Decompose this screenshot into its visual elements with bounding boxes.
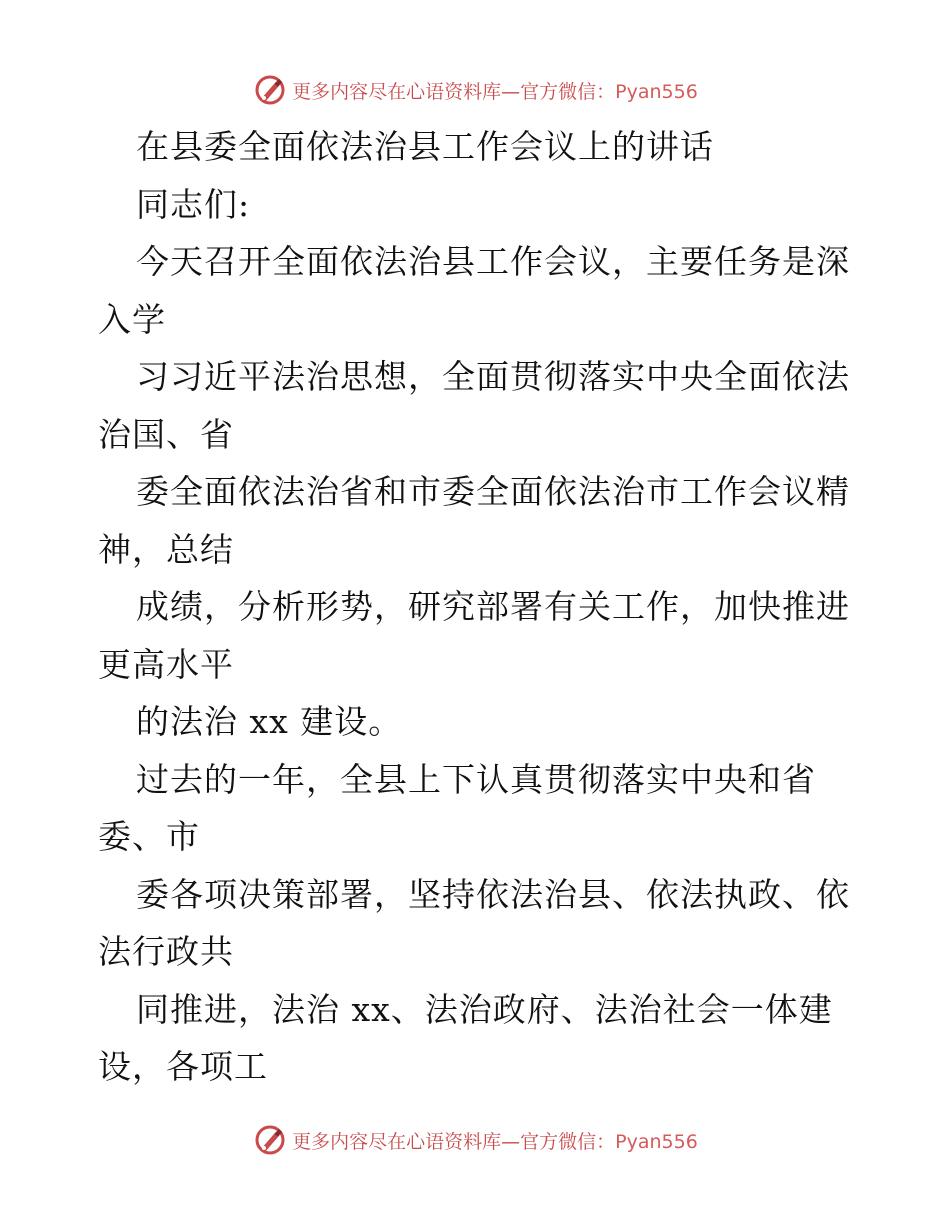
text-line: 的法治 xx 建设。 — [136, 702, 403, 741]
text-line: 委各项决策部署，坚持依法治县、依法执政、依 — [136, 874, 850, 914]
document-body — [98, 118, 858, 1096]
watermark-id: Pyan556 — [615, 80, 698, 103]
header-watermark — [0, 70, 950, 110]
watermark-label: 更多内容尽在心语资料库—官方微信： — [292, 1130, 616, 1153]
text-line: 法行政共 — [98, 932, 234, 971]
document-title: 在县委全面依法治县工作会议上的讲话 — [136, 127, 714, 166]
watermark-text — [292, 1127, 698, 1154]
text-line: 更高水平 — [98, 644, 234, 684]
watermark-label: 更多内容尽在心语资料库—官方微信： — [292, 80, 616, 103]
footer-watermark — [0, 1120, 950, 1160]
pen-logo-icon — [252, 72, 288, 108]
text-line: 委、市 — [98, 817, 200, 856]
text-line: 成绩，分析形势，研究部署有关工作，加快推进 — [136, 587, 850, 626]
text-line: 治国、省 — [98, 414, 234, 454]
text-line: 习习近平法治思想，全面贯彻落实中央全面依法 — [136, 357, 850, 396]
text-line: 过去的一年，全县上下认真贯彻落实中央和省 — [136, 759, 816, 799]
text-line: 同推进，法治 xx、法治政府、法治社会一体建 — [136, 989, 833, 1029]
watermark-id: Pyan556 — [615, 1130, 698, 1153]
text-line: 今天召开全面依法治县工作会议，主要任务是深 — [136, 242, 850, 281]
text-line: 入学 — [98, 299, 166, 339]
text-line: 委全面依法治省和市委全面依法治市工作会议精 — [136, 472, 850, 511]
pen-logo-icon — [252, 1122, 288, 1158]
text-line: 神，总结 — [98, 529, 234, 569]
watermark-text — [292, 77, 698, 104]
text-line: 设，各项工 — [98, 1047, 268, 1086]
salutation: 同志们: — [136, 184, 251, 224]
